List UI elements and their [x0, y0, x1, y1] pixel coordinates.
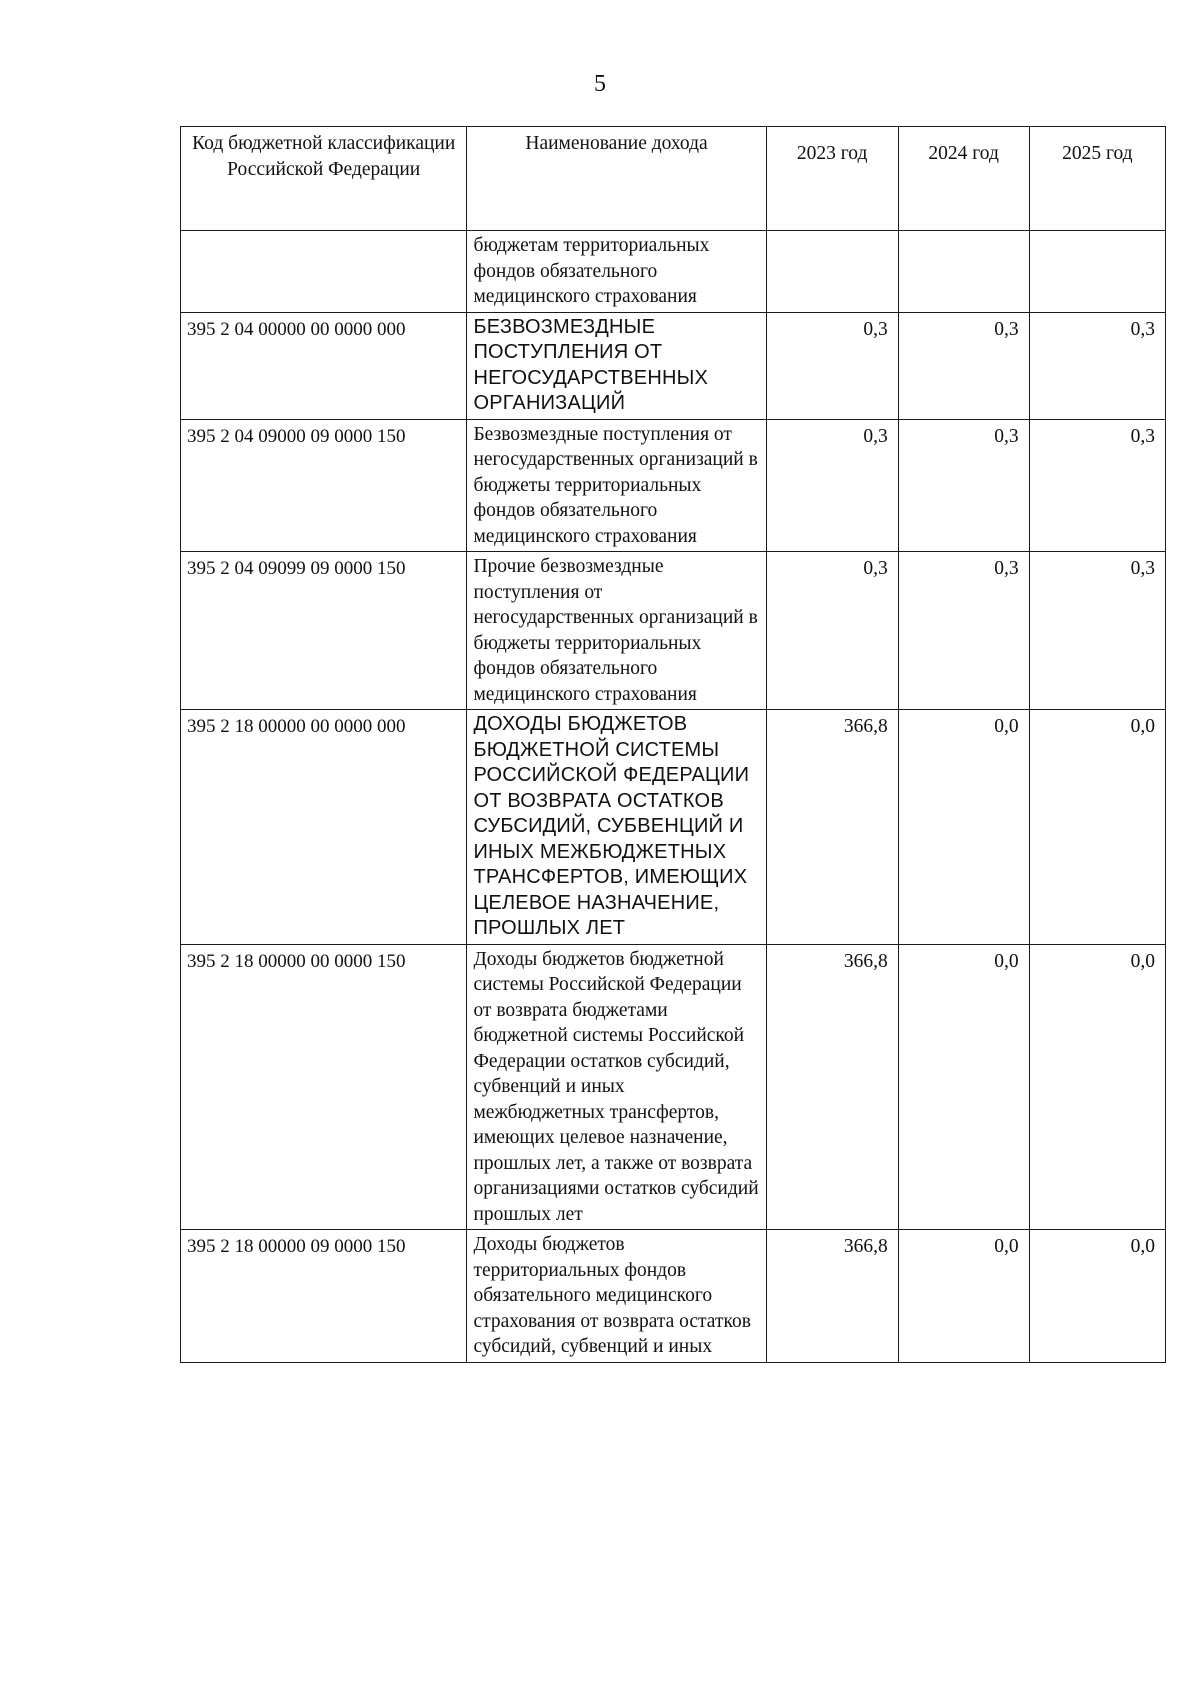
table-row	[181, 419, 1166, 552]
row-value-2025	[1029, 231, 1165, 313]
table-row	[181, 312, 1166, 419]
table-header	[181, 127, 1166, 231]
table-row	[181, 710, 1166, 945]
row-value-2023: 366,8	[766, 1230, 898, 1363]
row-value-2025: 0,3	[1029, 312, 1165, 419]
table-row	[181, 231, 1166, 313]
table-row	[181, 1230, 1166, 1363]
row-name: Прочие безвозмездные поступления от негосударственных организаций в бюджеты территориальных фондов обязательного медицинского страхования	[467, 552, 766, 710]
row-name: Доходы бюджетов территориальных фондов обязательного медицинского страхования от возврата остатков субсидий, субвенций и иных	[467, 1230, 766, 1363]
row-value-2024: 0,3	[898, 312, 1029, 419]
row-value-2025: 0,0	[1029, 944, 1165, 1230]
row-code: 395 2 04 09099 09 0000 150	[181, 552, 467, 710]
row-value-2023: 0,3	[766, 312, 898, 419]
row-value-2024: 0,3	[898, 552, 1029, 710]
row-value-2023	[766, 231, 898, 313]
header-year-2024: 2024 год	[898, 127, 1029, 231]
revenue-table	[180, 126, 1166, 1363]
row-value-2023: 0,3	[766, 552, 898, 710]
row-value-2024: 0,0	[898, 1230, 1029, 1363]
row-value-2024: 0,0	[898, 710, 1029, 945]
table-row	[181, 944, 1166, 1230]
row-code: 395 2 04 09000 09 0000 150	[181, 419, 467, 552]
row-value-2023: 366,8	[766, 710, 898, 945]
table-row	[181, 552, 1166, 710]
row-name: бюджетам территориальных фондов обязательного медицинского страхования	[467, 231, 766, 313]
header-name: Наименование дохода	[467, 127, 766, 231]
row-value-2025: 0,3	[1029, 552, 1165, 710]
header-year-2025: 2025 год	[1029, 127, 1165, 231]
row-value-2025: 0,3	[1029, 419, 1165, 552]
page-number: 5	[594, 71, 606, 97]
table-body	[181, 231, 1166, 1363]
header-year-2023: 2023 год	[766, 127, 898, 231]
row-code: 395 2 18 00000 00 0000 000	[181, 710, 467, 945]
row-value-2025: 0,0	[1029, 710, 1165, 945]
row-value-2024: 0,3	[898, 419, 1029, 552]
header-row	[181, 127, 1166, 231]
row-value-2025: 0,0	[1029, 1230, 1165, 1363]
header-code: Код бюджетной классификации Российской Федерации	[181, 127, 467, 231]
row-name: Безвозмездные поступления от негосударственных организаций в бюджеты территориальных фондов обязательного медицинского страхования	[467, 419, 766, 552]
row-name: БЕЗВОЗМЕЗДНЫЕ ПОСТУПЛЕНИЯ ОТ НЕГОСУДАРСТВЕННЫХ ОРГАНИЗАЦИЙ	[467, 312, 766, 419]
row-value-2024	[898, 231, 1029, 313]
row-code: 395 2 04 00000 00 0000 000	[181, 312, 467, 419]
row-value-2023: 0,3	[766, 419, 898, 552]
row-code: 395 2 18 00000 00 0000 150	[181, 944, 467, 1230]
row-code: 395 2 18 00000 09 0000 150	[181, 1230, 467, 1363]
row-code	[181, 231, 467, 313]
row-name: Доходы бюджетов бюджетной системы Российской Федерации от возврата бюджетами бюджетной системы Российской Федерации остатков субсидий, субвенций и иных межбюджетных трансфертов, имеющих целевое назначение, прошлых лет, а также от возврата организациями остатков субсидий прошлых лет	[467, 944, 766, 1230]
row-value-2024: 0,0	[898, 944, 1029, 1230]
row-value-2023: 366,8	[766, 944, 898, 1230]
row-name: ДОХОДЫ БЮДЖЕТОВ БЮДЖЕТНОЙ СИСТЕМЫ РОССИЙСКОЙ ФЕДЕРАЦИИ ОТ ВОЗВРАТА ОСТАТКОВ СУБСИДИЙ, СУБВЕНЦИЙ И ИНЫХ МЕЖБЮДЖЕТНЫХ ТРАНСФЕРТОВ, ИМЕЮЩИХ ЦЕЛЕВОЕ НАЗНАЧЕНИЕ, ПРОШЛЫХ ЛЕТ	[467, 710, 766, 945]
